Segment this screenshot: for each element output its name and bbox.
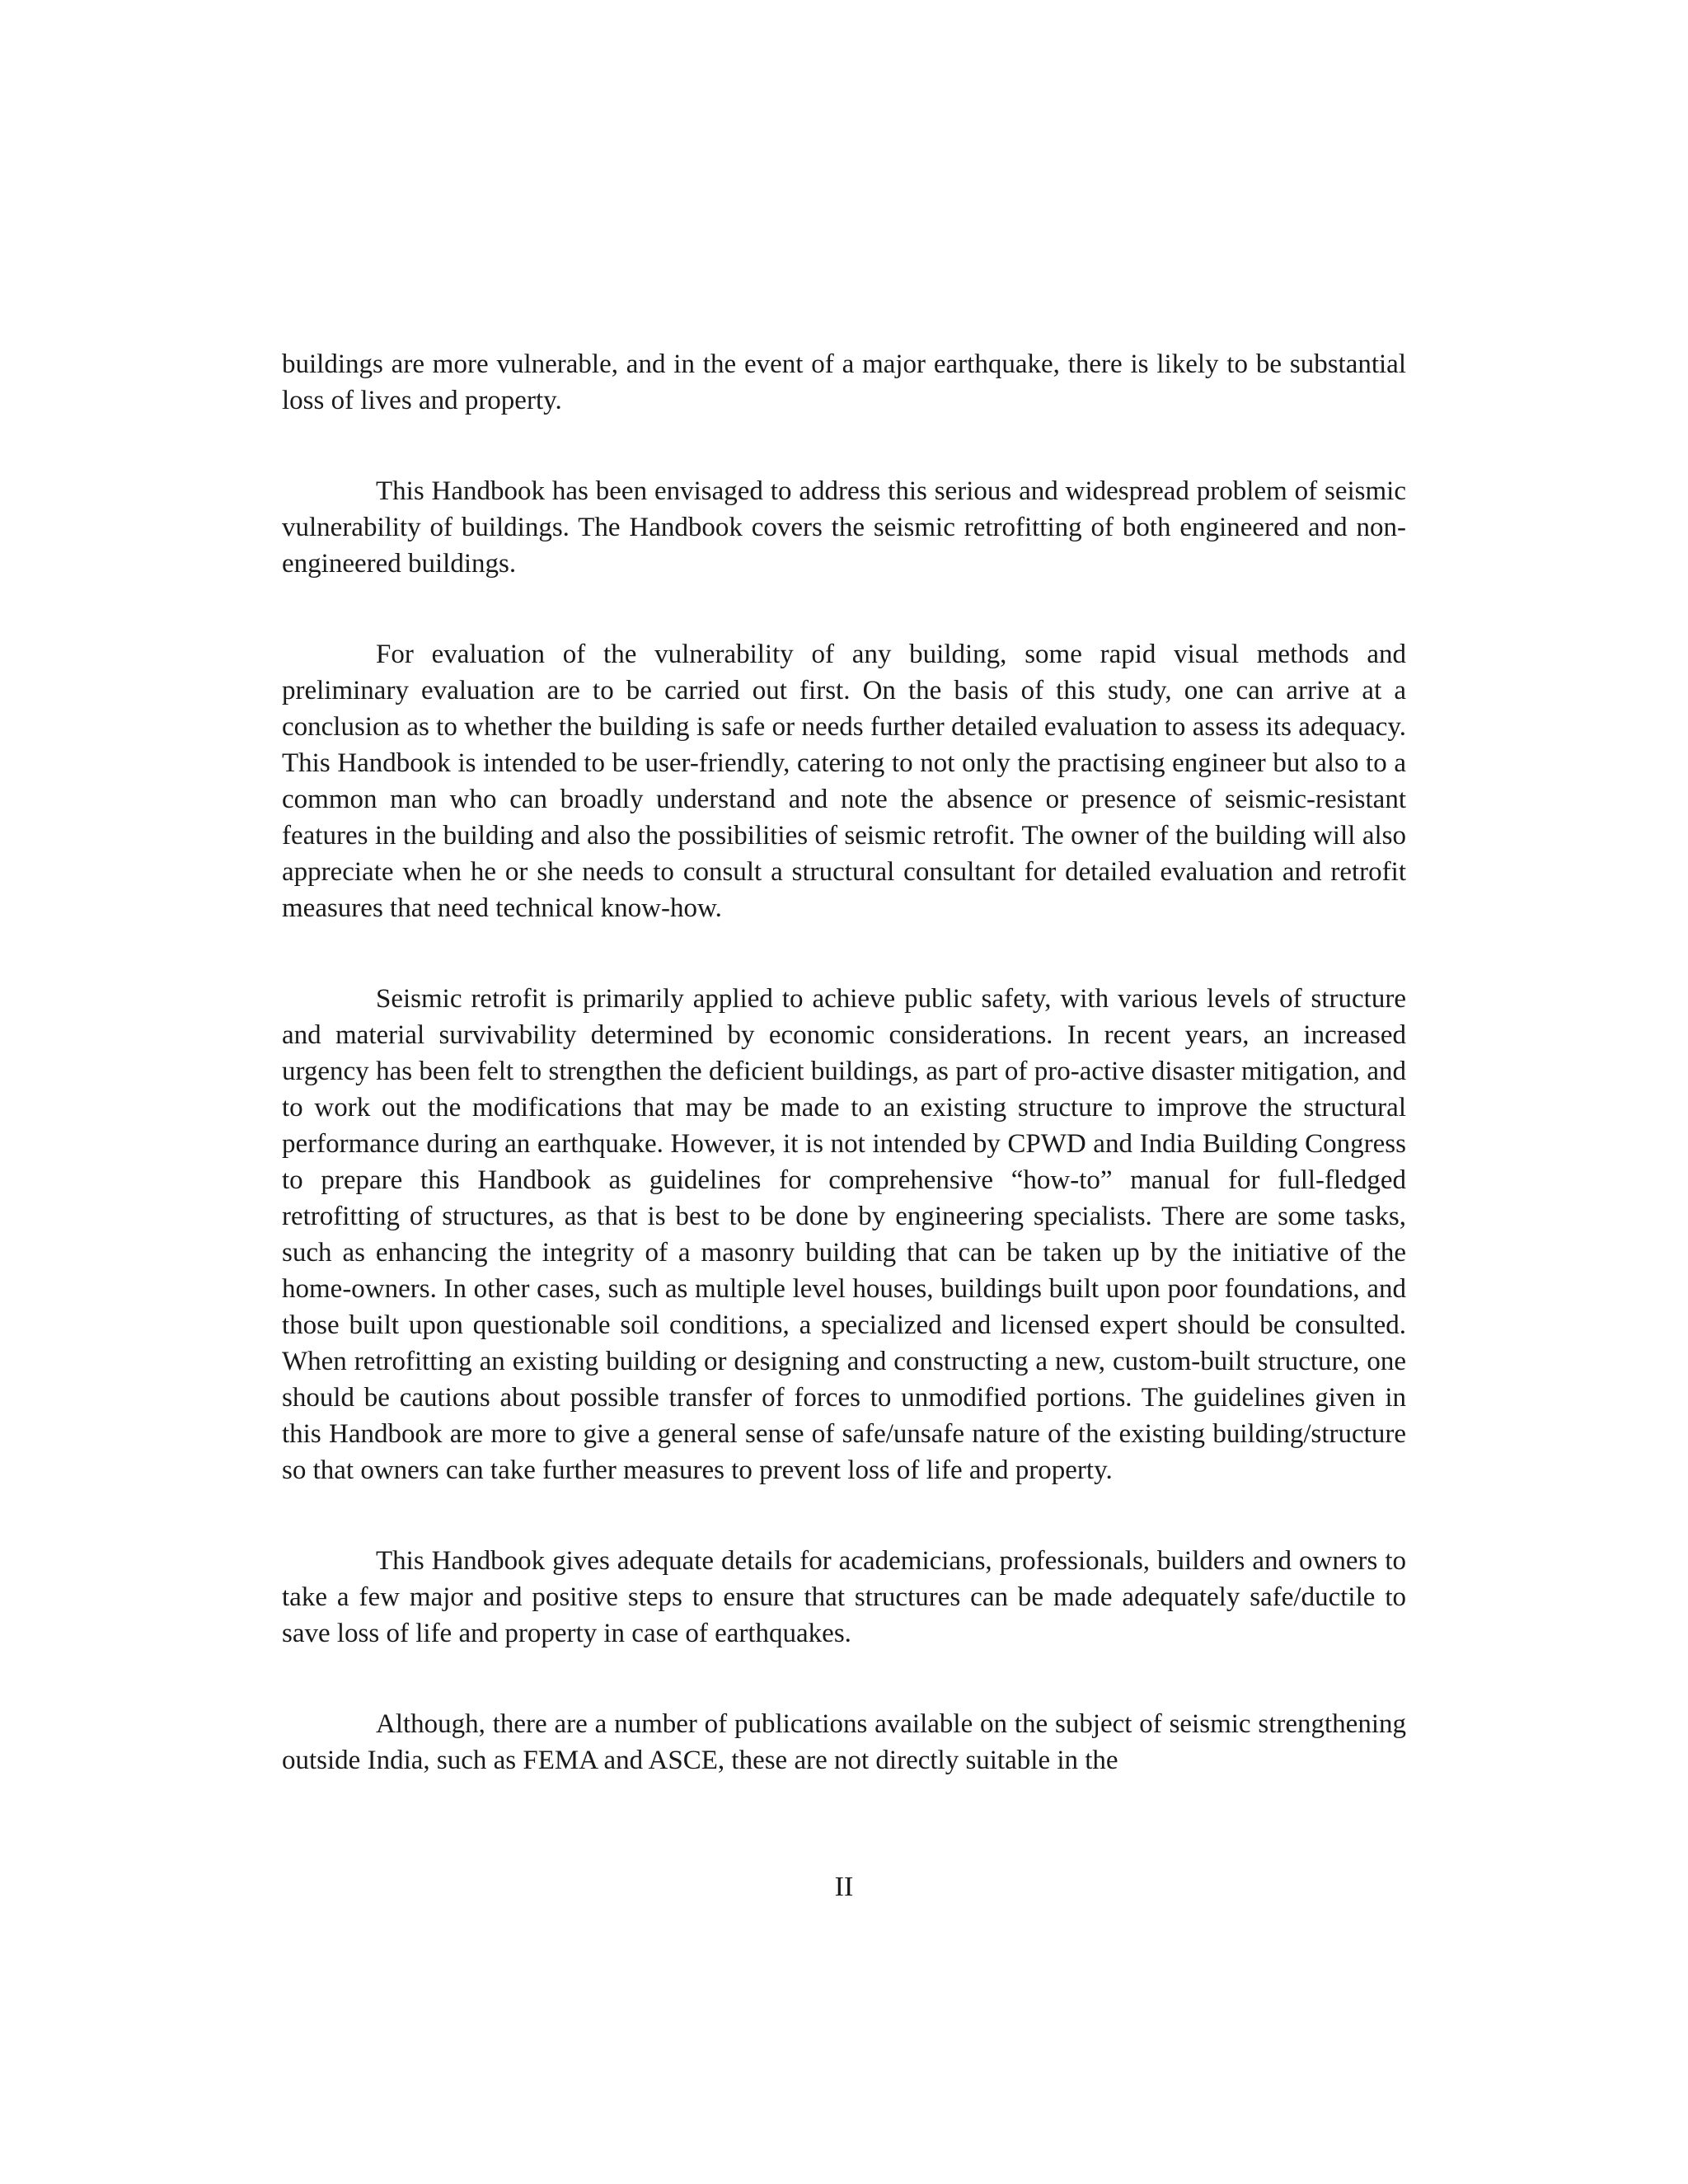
- paragraph-continuation: buildings are more vulnerable, and in the event of a major earthquake, there is likely to be substantial loss of lives and property.: [282, 349, 1406, 415]
- page-number: II: [834, 1872, 854, 1902]
- paragraph-handbook-details: This Handbook gives adequate details for academicians, professionals, builders and owners to take a few major and positive steps to ensure that structures can be made adequately safe/ductile to save loss of life and property in case of earthquakes.: [282, 1546, 1406, 1648]
- paragraph-publications: Although, there are a number of publications available on the subject of seismic strengthening outside India, such as FEMA and ASCE, these are not directly suitable in the: [282, 1709, 1406, 1775]
- paragraph-seismic-retrofit: Seismic retrofit is primarily applied to achieve public safety, with various levels of structure and material survivability determined by economic considerations. In recent years, an increased urgency has been felt to strengthen the deficient buildings, as part of pro-active disaster mitigation, and to work out the modifications that may be made to an existing structure to improve the structural performance during an earthquake. However, it is not intended by CPWD and India Building Congress to prepare this Handbook as guidelines for comprehensive “how-to” manual for full-fledged retrofitting of structures, as that is best to be done by engineering specialists. There are some tasks, such as enhancing the integrity of a masonry building that can be taken up by the initiative of the home-owners. In other cases, such as multiple level houses, buildings built upon poor foundations, and those built upon questionable soil conditions, a specialized and licensed expert should be consulted. When retrofitting an existing building or designing and constructing a new, custom-built structure, one should be cautions about possible transfer of forces to unmodified portions. The guidelines given in this Handbook are more to give a general sense of safe/unsafe nature of the existing building/structure so that owners can take further measures to prevent loss of life and property.: [282, 984, 1406, 1485]
- body-text: [282, 346, 1406, 1833]
- paragraph-evaluation: For evaluation of the vulnerability of any building, some rapid visual methods and preliminary evaluation are to be carried out first. On the basis of this study, one can arrive at a conclusion as to whether the building is safe or needs further detailed evaluation to assess its adequacy. This Handbook is intended to be user-friendly, catering to not only the practising engineer but also to a common man who can broadly understand and note the absence or presence of seismic-resistant features in the building and also the possibilities of seismic retrofit. The owner of the building will also appreciate when he or she needs to consult a structural consultant for detailed evaluation and retrofit measures that need technical know-how.: [282, 640, 1406, 923]
- paragraph-handbook-purpose: This Handbook has been envisaged to address this serious and widespread problem of seismic vulnerability of buildings. The Handbook covers the seismic retrofitting of both engineered and non-engineered buildings.: [282, 476, 1406, 579]
